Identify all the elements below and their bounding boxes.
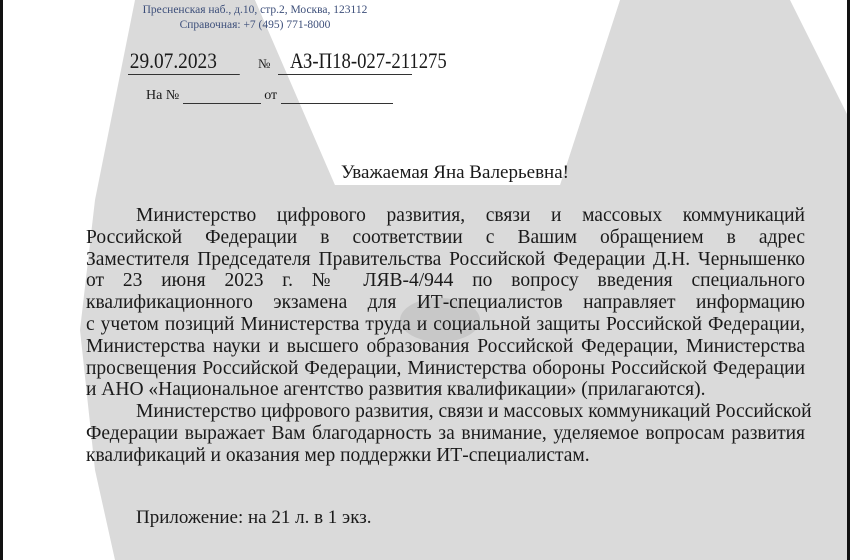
ministry-address: Пресненская наб., д.10, стр.2, Москва, 123112 xyxy=(142,4,368,16)
letter-number-text: АЗ-П18-027-211275 xyxy=(290,48,447,73)
letter-number xyxy=(278,48,447,75)
greeting: Уважаемая Яна Валерьевна! xyxy=(341,162,569,183)
number-label: № xyxy=(258,56,271,71)
paragraph1-line: квалификационного экзамена для ИТ-специалистов направляет информацию xyxy=(86,292,805,314)
reply-number-blank xyxy=(183,89,261,104)
paragraph2-line: квалификаций и оказания мер поддержки ИТ-специалистам. xyxy=(86,444,590,466)
paragraph1-line: Министерства науки и высшего образования Российской Федерации, Министерства xyxy=(86,335,805,357)
paragraph1-line: от 23 июня 2023 г. № ЛЯВ-4/944 по вопросу введения специального xyxy=(86,270,805,292)
paragraph1-line: и АНО «Национальное агентство развития квалификации» (прилагаются). xyxy=(86,379,706,401)
paragraph1-line: с учетом позиций Министерства труда и социальной защиты Российской Федерации, xyxy=(86,313,805,335)
attachment-note: Приложение: на 21 л. в 1 экз. xyxy=(136,507,372,528)
reply-reference xyxy=(146,88,393,104)
from-label: от xyxy=(264,88,278,103)
reply-date-blank xyxy=(281,89,393,104)
paragraph1-line: просвещения Российской Федерации, Министерства обороны Российской Федерации xyxy=(86,357,805,379)
letter-body xyxy=(86,205,812,467)
letter-date: 29.07.2023 xyxy=(128,48,240,75)
paragraph1-line: Министерство цифрового развития, связи и массовых коммуникаций xyxy=(136,205,805,226)
paragraph2-line: Федерации выражает Вам благодарность за внимание, уделяемое вопросам развития xyxy=(86,422,805,444)
reply-to-label: На № xyxy=(146,88,180,103)
ministry-phone: Справочная: +7 (495) 771-8000 xyxy=(179,19,331,31)
paragraph2-line: Министерство цифрового развития, связи и массовых коммуникаций Российской xyxy=(136,401,812,423)
paragraph1-line: Заместителя Председателя Правительства Российской Федерации Д.Н. Чернышенко xyxy=(86,248,805,270)
paragraph1-line: Российской Федерации в соответствии с Вашим обращением в адрес xyxy=(86,226,805,248)
left-border xyxy=(0,0,3,560)
